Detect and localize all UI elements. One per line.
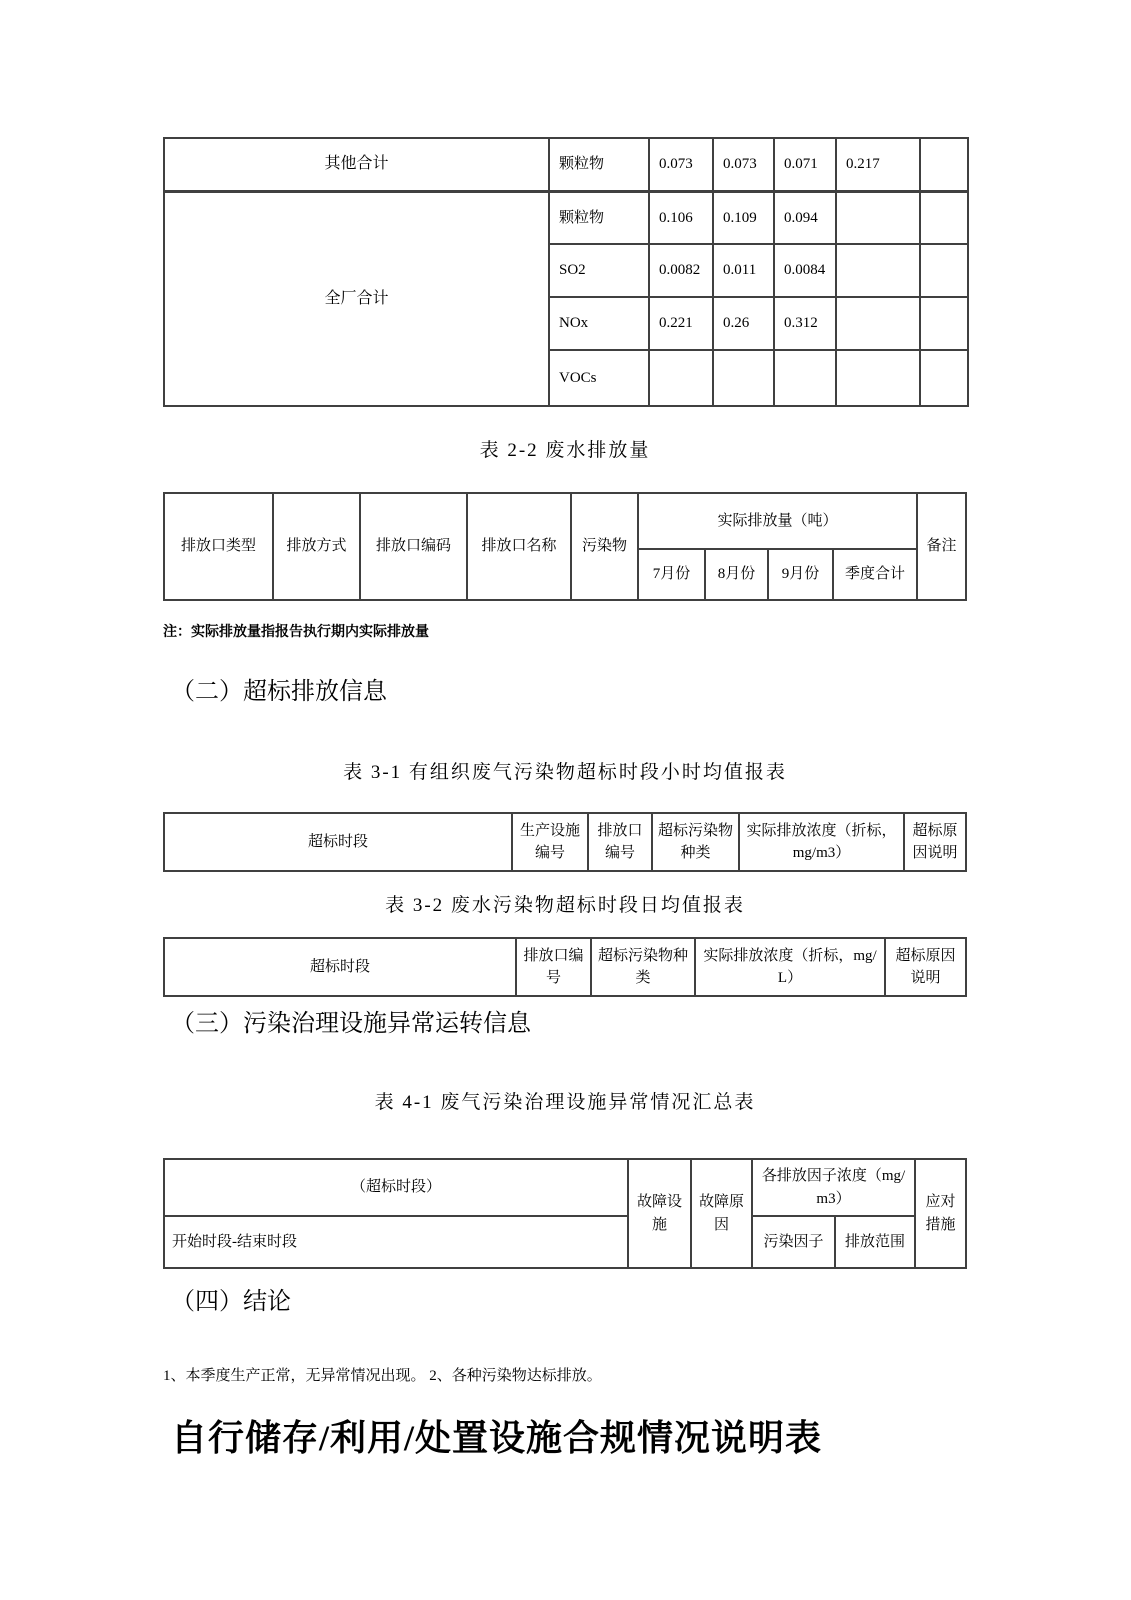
cell-quarter-total — [836, 297, 920, 350]
cell-jul-value: 0.221 — [649, 297, 713, 350]
header-outlet-id: 排放口编号 — [516, 938, 591, 996]
cell-sep-value: 0.312 — [774, 297, 836, 350]
header-fault-facility: 故障设施 — [628, 1159, 691, 1268]
table-2-2-title: 表 2-2 废水排放量 — [479, 440, 651, 461]
header-outlet-name: 排放口名称 — [467, 493, 571, 600]
cell-quarter-total: 0.217 — [836, 138, 920, 191]
header-actual-concentration: 实际排放浓度（折标，mg/L） — [695, 938, 885, 996]
cell-aug-value: 0.011 — [713, 244, 774, 297]
cell-remark — [920, 350, 968, 406]
note-text: 注：实际排放量指报告执行期内实际排放量 — [163, 625, 429, 640]
table-header-row — [164, 1216, 966, 1268]
gas-exceed-table — [163, 812, 967, 872]
cell-remark — [920, 244, 968, 297]
cell-remark — [920, 191, 968, 244]
cell-pollutant: 颗粒物 — [549, 191, 649, 244]
document-content — [163, 137, 967, 1463]
cell-aug-value — [713, 350, 774, 406]
header-remark: 备注 — [917, 493, 966, 600]
cell-pollutant: NOx — [549, 297, 649, 350]
header-discharge-mode: 排放方式 — [273, 493, 360, 600]
cell-quarter-total — [836, 350, 920, 406]
cell-pollutant: SO2 — [549, 244, 649, 297]
header-emission-range: 排放范围 — [835, 1216, 915, 1268]
header-exceed-period: 超标时段 — [164, 938, 516, 996]
conclusion-text: 1、本季度生产正常，无异常情况出现。 2、各种污染物达标排放。 — [163, 1368, 602, 1384]
table-3-1-title: 表 3-1 有组织废气污染物超标时段小时均值报表 — [343, 762, 787, 783]
header-exceed-reason: 超标原因说明 — [885, 938, 966, 996]
wastewater-table — [163, 492, 967, 601]
cell-jul-value: 0.106 — [649, 191, 713, 244]
header-actual-concentration: 实际排放浓度（折标，mg/m3） — [739, 813, 904, 871]
table-header-row — [164, 1159, 966, 1216]
header-exceed-pollutant: 超标污染物种类 — [591, 938, 695, 996]
header-pollution-factor: 污染因子 — [752, 1216, 835, 1268]
table-3-2-title: 表 3-2 废水污染物超标时段日均值报表 — [385, 895, 745, 916]
cell-remark — [920, 138, 968, 191]
header-actual-emissions: 实际排放量（吨） — [638, 493, 917, 549]
header-pollutant: 污染物 — [571, 493, 638, 600]
table-header-row — [164, 938, 966, 996]
cell-quarter-total — [836, 244, 920, 297]
header-exceed-pollutant: 超标污染物种类 — [652, 813, 739, 871]
header-factor-concentration-group: 各排放因子浓度（mg/m3） — [752, 1159, 915, 1216]
section-heading-4: （四）结论 — [171, 1289, 291, 1315]
cell-aug-value: 0.26 — [713, 297, 774, 350]
header-facility-id: 生产设施编号 — [512, 813, 588, 871]
section-heading-2: （二）超标排放信息 — [171, 679, 387, 705]
section-heading-3: （三）污染治理设施异常运转信息 — [171, 1011, 531, 1037]
header-exceed-period: （超标时段） — [164, 1159, 628, 1216]
table-header-row — [164, 493, 966, 549]
cell-pollutant: VOCs — [549, 350, 649, 406]
header-sep: 9月份 — [768, 549, 833, 600]
cell-quarter-total — [836, 191, 920, 244]
cell-sep-value: 0.094 — [774, 191, 836, 244]
table-row — [164, 138, 968, 191]
header-aug: 8月份 — [705, 549, 768, 600]
header-outlet-type: 排放口类型 — [164, 493, 273, 600]
cell-group-label: 全厂合计 — [164, 191, 549, 406]
abnormal-summary-table — [163, 1158, 967, 1269]
header-outlet-id: 排放口编号 — [588, 813, 652, 871]
report-title: 自行储存/利用/处置设施合规情况说明表 — [171, 1418, 823, 1458]
header-jul: 7月份 — [638, 549, 705, 600]
cell-jul-value: 0.073 — [649, 138, 713, 191]
cell-sep-value: 0.071 — [774, 138, 836, 191]
cell-jul-value — [649, 350, 713, 406]
cell-aug-value: 0.073 — [713, 138, 774, 191]
cell-jul-value: 0.0082 — [649, 244, 713, 297]
header-exceed-reason: 超标原因说明 — [904, 813, 966, 871]
header-quarter-total: 季度合计 — [833, 549, 917, 600]
cell-sep-value: 0.0084 — [774, 244, 836, 297]
header-start-end-period: 开始时段-结束时段 — [164, 1216, 628, 1268]
gas-summary-table — [163, 137, 969, 407]
header-fault-reason: 故障原因 — [691, 1159, 752, 1268]
table-row — [164, 191, 968, 244]
cell-aug-value: 0.109 — [713, 191, 774, 244]
cell-sep-value — [774, 350, 836, 406]
cell-group-label: 其他合计 — [164, 138, 549, 191]
table-header-row — [164, 813, 966, 871]
table-4-1-title: 表 4-1 废气污染治理设施异常情况汇总表 — [374, 1092, 756, 1113]
header-response-measures: 应对措施 — [915, 1159, 966, 1268]
header-outlet-code: 排放口编码 — [360, 493, 467, 600]
cell-remark — [920, 297, 968, 350]
water-exceed-table — [163, 937, 967, 997]
cell-pollutant: 颗粒物 — [549, 138, 649, 191]
header-exceed-period: 超标时段 — [164, 813, 512, 871]
